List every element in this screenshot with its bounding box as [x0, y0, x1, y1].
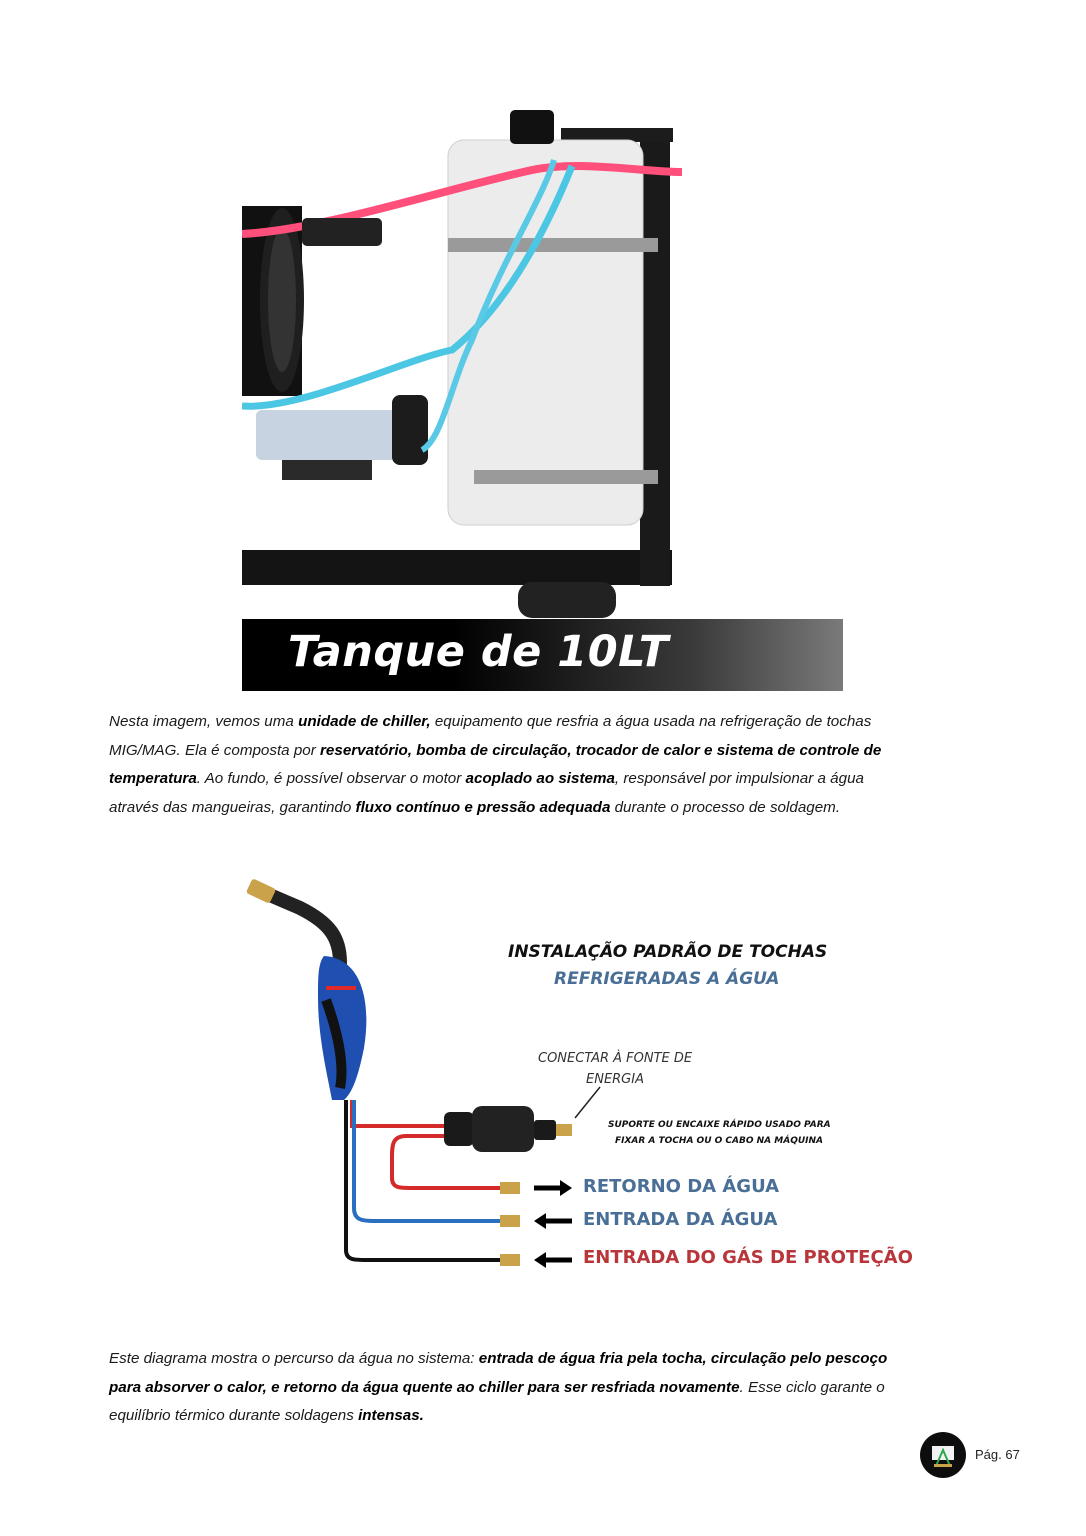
text: Nesta imagem, vemos uma — [109, 713, 299, 730]
paragraph-line — [109, 708, 959, 737]
text: MIG/MAG. Ela é composta por — [109, 741, 321, 759]
text: equilíbrio térmico durante soldagens — [109, 1407, 359, 1425]
text: , responsável por impulsionar a água — [614, 770, 864, 788]
label-water-return: RETORNO DA ÁGUA — [583, 1176, 780, 1197]
company-logo — [920, 1432, 966, 1478]
bold-text: reservatório, bomba de circulação, trocador de calor e sistema de controle de — [320, 741, 882, 759]
bold-text: intensas. — [358, 1407, 424, 1425]
bold-text: temperatura — [109, 770, 197, 788]
logo-icon — [920, 1432, 966, 1478]
connect-note-line: ENERGIA — [586, 1072, 644, 1087]
torch-installation-diagram — [240, 878, 920, 1288]
label-water-inlet: ENTRADA DA ÁGUA — [583, 1209, 778, 1230]
paragraph-line — [109, 1345, 959, 1374]
bold-text: para absorver o calor, e retorno da água quente ao chiller para ser resfriada novamente — [109, 1378, 740, 1396]
banner-title: Tanque de 10LT — [288, 627, 669, 677]
paragraph-line — [109, 794, 959, 823]
arrow-right-icon — [534, 1180, 572, 1196]
label-gas-inlet: ENTRADA DO GÁS DE PROTEÇÃO — [583, 1247, 913, 1268]
text: durante o processo de soldagem. — [610, 798, 841, 816]
diagram-title-line2: REFRIGERADAS A ÁGUA — [554, 969, 780, 989]
paragraph-line — [109, 1374, 959, 1403]
paragraph-line — [109, 1402, 959, 1431]
bold-text: fluxo contínuo e pressão adequada — [355, 798, 611, 816]
text: . Esse ciclo garante o — [739, 1378, 885, 1396]
support-note-line: SUPORTE OU ENCAIXE RÁPIDO USADO PARA — [608, 1120, 831, 1130]
description-paragraph-2 — [109, 1345, 959, 1431]
arrow-left-icon — [534, 1213, 572, 1229]
text: . Ao fundo, é possível observar o motor — [196, 770, 466, 788]
chiller-unit-photo — [242, 110, 682, 622]
diagram-title-line1: INSTALAÇÃO PADRÃO DE TOCHAS — [508, 942, 828, 962]
text: Este diagrama mostra o percurso da água no sistema: — [109, 1350, 479, 1367]
page-number: Pág. 67 — [975, 1447, 1020, 1462]
text: equipamento que resfria a água usada na refrigeração de tochas — [430, 713, 872, 730]
text: através das mangueiras, garantindo — [109, 798, 356, 816]
arrow-left-icon — [534, 1252, 572, 1268]
paragraph-line — [109, 765, 959, 794]
paragraph-line — [109, 737, 959, 766]
description-paragraph-1 — [109, 708, 959, 822]
support-note — [608, 1117, 830, 1149]
bold-text: unidade de chiller, — [298, 713, 431, 730]
bold-text: acoplado ao sistema — [465, 770, 615, 788]
connect-note — [538, 1048, 692, 1090]
connect-note-line: CONECTAR À FONTE DE — [538, 1051, 693, 1066]
support-note-line: FIXAR A TOCHA OU O CABO NA MÁQUINA — [614, 1136, 824, 1146]
bold-text: entrada de água fria pela tocha, circulação pelo pescoço — [478, 1350, 888, 1367]
section-banner — [242, 619, 843, 691]
